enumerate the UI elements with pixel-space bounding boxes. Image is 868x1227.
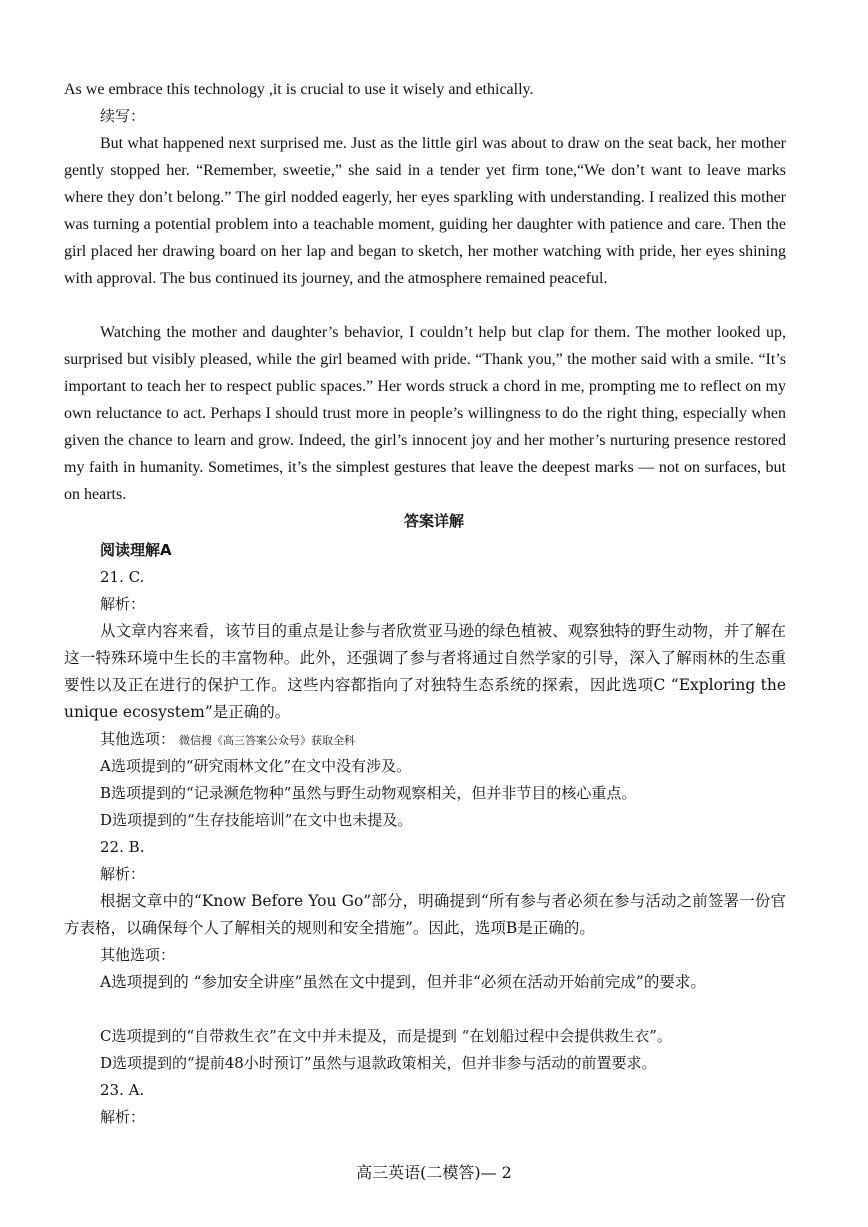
q21-analysis-body: 从文章内容来看，该节目的重点是让参与者欣赏亚马逊的绿色植被、观察独特的野生动物，并了解在这一特殊环境中生长的丰富物种。此外，还强调了参与者将通过自然学家的引导，深入了解雨林的生态重要性以及正在进行的保护工作。这些内容都指向了对独特生态系统的探索，因此选项C “Exploring the unique ecosystem”是正确的。 (64, 622, 786, 721)
q21-other-options (100, 726, 355, 754)
q21-option-b: B选项提到的“记录濒危物种”虽然与野生动物观察相关，但并非节目的核心重点。 (100, 784, 637, 802)
answers-title: 答案详解 (403, 512, 464, 530)
q22-analysis-body: 根据文章中的“Know Before You Go”部分，明确提到“所有参与者必须在参与活动之前签署一份官方表格，以确保每个人了解相关的规则和安全措施”。因此，选项B是正确的。 (64, 892, 786, 937)
q22-other-options-label: 其他选项： (100, 946, 176, 964)
watermark-text: 微信搜《高三答案公众号》获取全科 (179, 734, 356, 747)
section-heading: 阅读理解A (100, 541, 172, 559)
continuation-paragraph-2: Watching the mother and daughter’s behavior, I couldn’t help but clap for them. The mother looked up, surprised but visibly pleased, while the girl beamed with pride. “Thank you,” the mother said with a smile. “It’s important to teach her to respect public spaces.” Her words struck a chord in me, prompting me to reflect on my own reluctance to act. Perhaps I should trust more in people’s willingness to do the right thing, especially when given the chance to learn and grow. Indeed, the girl’s innocent joy and her mother’s nurturing presence restored my faith in humanity. Sometimes, it’s the simplest gestures that leave the deepest marks — not on surfaces, but on hearts. (64, 324, 786, 503)
q22-option-c: C选项提到的“自带救生衣”在文中并未提及，而是提到 “在划船过程中会提供救生衣”。 (100, 1027, 672, 1045)
q22-analysis-label: 解析： (100, 865, 146, 883)
continuation-paragraph-1: But what happened next surprised me. Just as the little girl was about to draw on the seat back, her mother gently stopped her. “Remember, sweetie,” she said in a tender yet firm tone,“We don’t want to leave marks where they don’t belong.” The girl nodded eagerly, her eyes sparkling with understanding. I realized this mother was turning a potential problem into a teachable moment, guiding her daughter with patience and care. Then the girl placed her drawing board on her lap and began to sketch, her mother watching with pride, her eyes shining with approval. The bus continued its journey, and the atmosphere remained peaceful. (64, 135, 786, 287)
q21-analysis-label: 解析： (100, 595, 146, 613)
q22-number: 22. B. (100, 838, 145, 856)
q21-option-a: A选项提到的“研究雨林文化”在文中没有涉及。 (100, 757, 412, 775)
continuation-label: 续写： (100, 107, 146, 125)
q23-analysis-label: 解析： (100, 1108, 146, 1126)
q21-other-options-label: 其他选项： (100, 730, 176, 748)
q21-number: 21. C. (100, 568, 145, 586)
essay-closing-line: As we embrace this technology ,it is crucial to use it wisely and ethically. (64, 81, 534, 98)
q22-option-d: D选项提到的“提前48小时预订”虽然与退款政策相关，但并非参与活动的前置要求。 (100, 1054, 657, 1072)
q21-option-d: D选项提到的“生存技能培训”在文中也未提及。 (100, 811, 413, 829)
q22-option-a: A选项提到的 “参加安全讲座”虽然在文中提到，但并非“必须在活动开始前完成”的要求。 (100, 973, 706, 991)
page-footer: 高三英语(二模答)— 2 (356, 1163, 512, 1182)
q23-number: 23. A. (100, 1081, 145, 1099)
